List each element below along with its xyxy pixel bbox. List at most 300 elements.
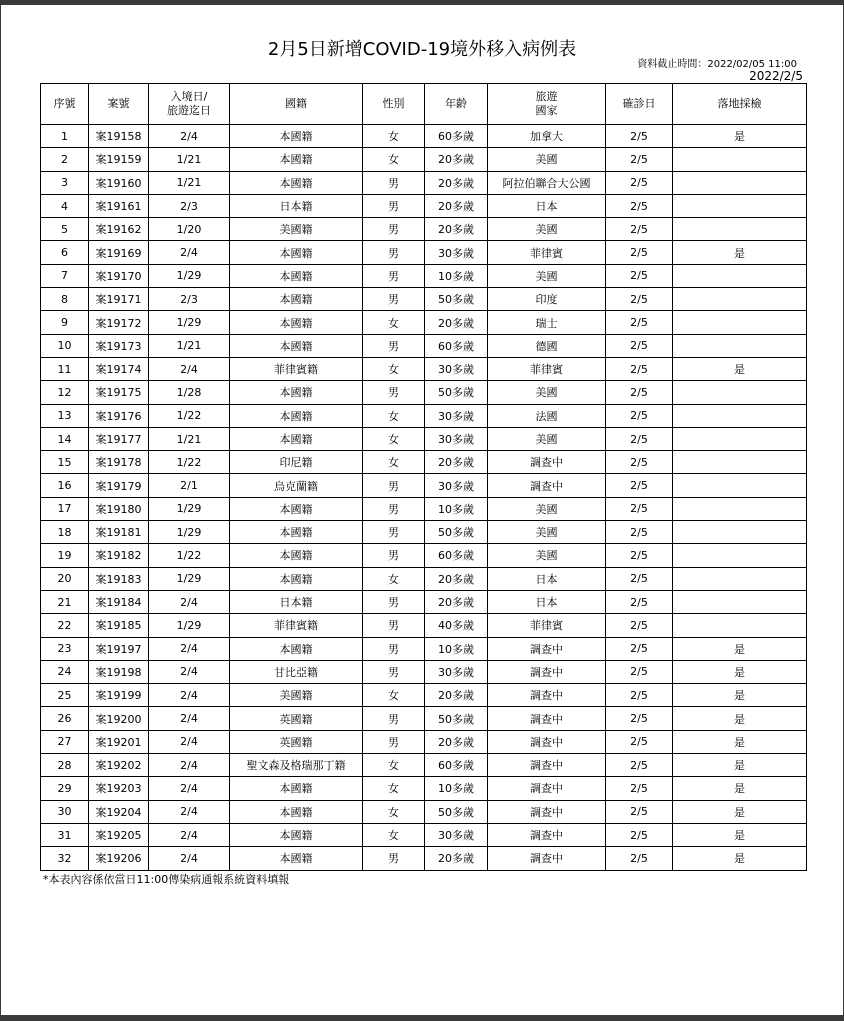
cell-seq: 19 — [41, 544, 89, 567]
cell-sex: 男 — [363, 218, 425, 241]
cell-case: 案19178 — [89, 451, 149, 474]
table-row — [41, 497, 807, 520]
table-row — [41, 567, 807, 590]
cell-test — [673, 427, 807, 450]
cell-nationality: 美國籍 — [230, 218, 363, 241]
cell-entry: 2/4 — [149, 730, 230, 753]
cell-nationality: 日本籍 — [230, 590, 363, 613]
cell-age: 20多歲 — [425, 171, 488, 194]
cell-test: 是 — [673, 847, 807, 870]
cell-nationality: 本國籍 — [230, 847, 363, 870]
cell-test: 是 — [673, 357, 807, 380]
cell-travel: 調查中 — [488, 474, 606, 497]
header-travel — [488, 84, 606, 125]
cell-sex: 女 — [363, 125, 425, 148]
cell-entry: 2/4 — [149, 707, 230, 730]
cell-age: 20多歲 — [425, 730, 488, 753]
cell-travel: 美國 — [488, 218, 606, 241]
table-row — [41, 707, 807, 730]
cell-travel: 美國 — [488, 381, 606, 404]
table-row — [41, 241, 807, 264]
cell-age: 20多歲 — [425, 847, 488, 870]
cell-seq: 31 — [41, 823, 89, 846]
cell-nationality: 英國籍 — [230, 707, 363, 730]
cell-seq: 7 — [41, 264, 89, 287]
cell-travel: 阿拉伯聯合大公國 — [488, 171, 606, 194]
cell-seq: 3 — [41, 171, 89, 194]
cell-nationality: 本國籍 — [230, 148, 363, 171]
cell-test: 是 — [673, 660, 807, 683]
cell-nationality: 本國籍 — [230, 381, 363, 404]
table-row — [41, 311, 807, 334]
cell-entry: 1/21 — [149, 427, 230, 450]
cell-sex: 男 — [363, 614, 425, 637]
cell-confirm: 2/5 — [606, 800, 673, 823]
cell-test — [673, 218, 807, 241]
cell-sex: 女 — [363, 800, 425, 823]
table-row — [41, 684, 807, 707]
cell-seq: 17 — [41, 497, 89, 520]
cell-test: 是 — [673, 777, 807, 800]
cell-nationality: 本國籍 — [230, 311, 363, 334]
cell-entry: 1/21 — [149, 334, 230, 357]
cell-seq: 5 — [41, 218, 89, 241]
report-date: 2022/2/5 — [749, 69, 803, 83]
cell-confirm: 2/5 — [606, 521, 673, 544]
table-row — [41, 754, 807, 777]
table-row — [41, 334, 807, 357]
cell-seq: 9 — [41, 311, 89, 334]
cell-entry: 1/29 — [149, 567, 230, 590]
cell-case: 案19172 — [89, 311, 149, 334]
cell-confirm: 2/5 — [606, 334, 673, 357]
cell-entry: 2/4 — [149, 241, 230, 264]
cell-confirm: 2/5 — [606, 754, 673, 777]
cell-travel: 加拿大 — [488, 125, 606, 148]
cell-travel: 美國 — [488, 264, 606, 287]
cell-test: 是 — [673, 684, 807, 707]
cell-sex: 女 — [363, 754, 425, 777]
cell-nationality: 本國籍 — [230, 823, 363, 846]
cell-test — [673, 264, 807, 287]
cell-entry: 1/29 — [149, 264, 230, 287]
cell-test: 是 — [673, 707, 807, 730]
cell-seq: 14 — [41, 427, 89, 450]
table-row — [41, 125, 807, 148]
cell-case: 案19202 — [89, 754, 149, 777]
cell-age: 60多歲 — [425, 125, 488, 148]
cell-test — [673, 544, 807, 567]
cell-case: 案19203 — [89, 777, 149, 800]
cell-entry: 2/4 — [149, 590, 230, 613]
cell-sex: 男 — [363, 544, 425, 567]
cell-seq: 12 — [41, 381, 89, 404]
cell-nationality: 本國籍 — [230, 241, 363, 264]
cell-seq: 25 — [41, 684, 89, 707]
table-row — [41, 823, 807, 846]
table-row — [41, 171, 807, 194]
cell-sex: 男 — [363, 637, 425, 660]
cell-entry: 2/4 — [149, 660, 230, 683]
cell-entry: 1/21 — [149, 171, 230, 194]
table-row — [41, 218, 807, 241]
cell-sex: 女 — [363, 777, 425, 800]
cell-confirm: 2/5 — [606, 684, 673, 707]
cell-confirm: 2/5 — [606, 567, 673, 590]
cell-travel: 美國 — [488, 521, 606, 544]
cell-confirm: 2/5 — [606, 218, 673, 241]
cell-seq: 20 — [41, 567, 89, 590]
cell-confirm: 2/5 — [606, 823, 673, 846]
table-row — [41, 614, 807, 637]
table-row — [41, 660, 807, 683]
cell-sex: 男 — [363, 590, 425, 613]
cell-test: 是 — [673, 125, 807, 148]
cell-seq: 27 — [41, 730, 89, 753]
cell-sex: 男 — [363, 264, 425, 287]
cell-travel: 德國 — [488, 334, 606, 357]
cell-sex: 男 — [363, 288, 425, 311]
cell-case: 案19185 — [89, 614, 149, 637]
cell-case: 案19180 — [89, 497, 149, 520]
cell-case: 案19175 — [89, 381, 149, 404]
cell-age: 30多歲 — [425, 660, 488, 683]
cell-age: 20多歲 — [425, 684, 488, 707]
cell-age: 60多歲 — [425, 754, 488, 777]
cell-sex: 男 — [363, 730, 425, 753]
cell-case: 案19160 — [89, 171, 149, 194]
cell-travel: 調查中 — [488, 637, 606, 660]
cell-nationality: 本國籍 — [230, 800, 363, 823]
cell-confirm: 2/5 — [606, 241, 673, 264]
header-age: 年齡 — [425, 84, 488, 125]
cell-entry: 2/4 — [149, 777, 230, 800]
cell-seq: 29 — [41, 777, 89, 800]
cell-travel: 菲律賓 — [488, 614, 606, 637]
data-cutoff-time: 資料截止時間：2022/02/05 11:00 — [637, 59, 797, 70]
cell-travel: 法國 — [488, 404, 606, 427]
cell-confirm: 2/5 — [606, 427, 673, 450]
cell-entry: 1/29 — [149, 497, 230, 520]
cell-travel: 瑞士 — [488, 311, 606, 334]
cell-nationality: 印尼籍 — [230, 451, 363, 474]
cell-case: 案19174 — [89, 357, 149, 380]
cell-test — [673, 474, 807, 497]
cell-entry: 2/4 — [149, 823, 230, 846]
cell-confirm: 2/5 — [606, 730, 673, 753]
cell-travel: 調查中 — [488, 800, 606, 823]
cell-age: 10多歲 — [425, 777, 488, 800]
cell-sex: 女 — [363, 357, 425, 380]
cell-sex: 男 — [363, 847, 425, 870]
viewer-bottom-bar — [0, 1015, 844, 1021]
cell-seq: 32 — [41, 847, 89, 870]
header-test: 落地採檢 — [673, 84, 807, 125]
cell-nationality: 烏克蘭籍 — [230, 474, 363, 497]
cell-case: 案19183 — [89, 567, 149, 590]
cell-case: 案19199 — [89, 684, 149, 707]
header-entry — [149, 84, 230, 125]
cell-age: 30多歲 — [425, 241, 488, 264]
header-travel-line2: 國家 — [535, 104, 558, 117]
cell-age: 30多歲 — [425, 823, 488, 846]
cell-seq: 10 — [41, 334, 89, 357]
cell-sex: 男 — [363, 521, 425, 544]
table-row — [41, 427, 807, 450]
header-seq: 序號 — [41, 84, 89, 125]
cell-case: 案19201 — [89, 730, 149, 753]
cell-travel: 美國 — [488, 544, 606, 567]
cell-confirm: 2/5 — [606, 777, 673, 800]
cell-seq: 6 — [41, 241, 89, 264]
cell-age: 20多歲 — [425, 451, 488, 474]
cell-entry: 1/29 — [149, 614, 230, 637]
table-row — [41, 777, 807, 800]
header-case: 案號 — [89, 84, 149, 125]
cell-sex: 女 — [363, 148, 425, 171]
cell-sex: 男 — [363, 660, 425, 683]
cell-travel: 調查中 — [488, 847, 606, 870]
cell-test — [673, 590, 807, 613]
cell-confirm: 2/5 — [606, 590, 673, 613]
cell-entry: 2/3 — [149, 194, 230, 217]
cell-entry: 2/3 — [149, 288, 230, 311]
cell-age: 10多歲 — [425, 637, 488, 660]
cell-travel: 調查中 — [488, 777, 606, 800]
cell-age: 20多歲 — [425, 590, 488, 613]
cell-age: 50多歲 — [425, 521, 488, 544]
cell-confirm: 2/5 — [606, 357, 673, 380]
cell-seq: 4 — [41, 194, 89, 217]
cell-seq: 22 — [41, 614, 89, 637]
page-title: 2月5日新增COVID-19境外移入病例表 — [267, 39, 577, 60]
cell-age: 50多歲 — [425, 707, 488, 730]
cell-travel: 美國 — [488, 427, 606, 450]
table-row — [41, 730, 807, 753]
cell-seq: 26 — [41, 707, 89, 730]
cell-confirm: 2/5 — [606, 451, 673, 474]
header-entry-line2: 旅遊迄日 — [167, 104, 211, 117]
cell-case: 案19177 — [89, 427, 149, 450]
cell-test — [673, 451, 807, 474]
cell-nationality: 菲律賓籍 — [230, 357, 363, 380]
cell-confirm: 2/5 — [606, 288, 673, 311]
cell-nationality: 菲律賓籍 — [230, 614, 363, 637]
table-row — [41, 264, 807, 287]
cell-nationality: 本國籍 — [230, 288, 363, 311]
cell-sex: 女 — [363, 451, 425, 474]
cell-travel: 調查中 — [488, 730, 606, 753]
cell-sex: 男 — [363, 194, 425, 217]
cell-test — [673, 148, 807, 171]
cell-test — [673, 381, 807, 404]
cell-seq: 16 — [41, 474, 89, 497]
cell-age: 30多歲 — [425, 357, 488, 380]
cell-test — [673, 334, 807, 357]
cell-seq: 2 — [41, 148, 89, 171]
cell-confirm: 2/5 — [606, 474, 673, 497]
cases-table — [40, 83, 807, 871]
cell-seq: 11 — [41, 357, 89, 380]
cell-case: 案19159 — [89, 148, 149, 171]
table-row — [41, 474, 807, 497]
table-row — [41, 451, 807, 474]
header-entry-line1: 入境日/ — [170, 90, 208, 103]
cell-seq: 21 — [41, 590, 89, 613]
cell-travel: 調查中 — [488, 660, 606, 683]
cell-nationality: 本國籍 — [230, 777, 363, 800]
cell-travel: 日本 — [488, 194, 606, 217]
cell-travel: 調查中 — [488, 823, 606, 846]
cell-travel: 調查中 — [488, 451, 606, 474]
cell-seq: 18 — [41, 521, 89, 544]
cell-travel: 菲律賓 — [488, 241, 606, 264]
cell-age: 50多歲 — [425, 381, 488, 404]
cell-test: 是 — [673, 800, 807, 823]
cell-case: 案19205 — [89, 823, 149, 846]
cell-entry: 2/4 — [149, 847, 230, 870]
cell-age: 10多歲 — [425, 497, 488, 520]
cell-age: 30多歲 — [425, 427, 488, 450]
cell-entry: 1/21 — [149, 148, 230, 171]
cell-entry: 1/29 — [149, 311, 230, 334]
cell-age: 30多歲 — [425, 404, 488, 427]
cell-confirm: 2/5 — [606, 404, 673, 427]
cell-age: 20多歲 — [425, 311, 488, 334]
table-row — [41, 404, 807, 427]
cell-confirm: 2/5 — [606, 544, 673, 567]
cell-age: 20多歲 — [425, 218, 488, 241]
cell-sex: 男 — [363, 241, 425, 264]
cell-confirm: 2/5 — [606, 125, 673, 148]
cell-test — [673, 567, 807, 590]
cell-travel: 調查中 — [488, 707, 606, 730]
cell-sex: 男 — [363, 707, 425, 730]
cell-confirm: 2/5 — [606, 660, 673, 683]
cell-nationality: 本國籍 — [230, 637, 363, 660]
cell-entry: 2/4 — [149, 800, 230, 823]
cell-nationality: 聖文森及格瑞那丁籍 — [230, 754, 363, 777]
cell-age: 50多歲 — [425, 800, 488, 823]
cell-travel: 菲律賓 — [488, 357, 606, 380]
cell-nationality: 美國籍 — [230, 684, 363, 707]
table-row — [41, 381, 807, 404]
cell-age: 40多歲 — [425, 614, 488, 637]
cell-nationality: 本國籍 — [230, 544, 363, 567]
cell-case: 案19169 — [89, 241, 149, 264]
table-row — [41, 637, 807, 660]
cell-nationality: 本國籍 — [230, 171, 363, 194]
cell-case: 案19200 — [89, 707, 149, 730]
cell-sex: 女 — [363, 404, 425, 427]
cell-case: 案19206 — [89, 847, 149, 870]
cell-entry: 2/4 — [149, 357, 230, 380]
cell-travel: 印度 — [488, 288, 606, 311]
cell-confirm: 2/5 — [606, 148, 673, 171]
cell-nationality: 本國籍 — [230, 427, 363, 450]
cell-test — [673, 404, 807, 427]
cell-age: 20多歲 — [425, 567, 488, 590]
cell-sex: 男 — [363, 171, 425, 194]
header-confirm: 確診日 — [606, 84, 673, 125]
cell-confirm: 2/5 — [606, 707, 673, 730]
cell-case: 案19161 — [89, 194, 149, 217]
cell-entry: 1/28 — [149, 381, 230, 404]
cell-entry: 2/4 — [149, 125, 230, 148]
cell-age: 50多歲 — [425, 288, 488, 311]
cell-seq: 15 — [41, 451, 89, 474]
cell-sex: 男 — [363, 474, 425, 497]
cell-seq: 24 — [41, 660, 89, 683]
cell-test — [673, 614, 807, 637]
cell-travel: 美國 — [488, 148, 606, 171]
cell-case: 案19181 — [89, 521, 149, 544]
cell-case: 案19198 — [89, 660, 149, 683]
cell-sex: 女 — [363, 684, 425, 707]
table-row — [41, 847, 807, 870]
cell-case: 案19197 — [89, 637, 149, 660]
cell-case: 案19162 — [89, 218, 149, 241]
cell-nationality: 甘比亞籍 — [230, 660, 363, 683]
cell-entry: 2/4 — [149, 754, 230, 777]
cell-age: 20多歲 — [425, 148, 488, 171]
cell-nationality: 本國籍 — [230, 521, 363, 544]
cell-test — [673, 288, 807, 311]
cell-nationality: 日本籍 — [230, 194, 363, 217]
cell-nationality: 本國籍 — [230, 404, 363, 427]
table-row — [41, 288, 807, 311]
cell-entry: 2/1 — [149, 474, 230, 497]
cell-nationality: 本國籍 — [230, 334, 363, 357]
cell-entry: 2/4 — [149, 684, 230, 707]
table-row — [41, 357, 807, 380]
cell-age: 60多歲 — [425, 544, 488, 567]
cell-sex: 男 — [363, 381, 425, 404]
header-nationality: 國籍 — [230, 84, 363, 125]
cell-nationality: 本國籍 — [230, 264, 363, 287]
cell-case: 案19179 — [89, 474, 149, 497]
cell-case: 案19182 — [89, 544, 149, 567]
cell-travel: 日本 — [488, 567, 606, 590]
header-travel-line1: 旅遊 — [535, 90, 558, 103]
cell-confirm: 2/5 — [606, 194, 673, 217]
cell-test — [673, 171, 807, 194]
cell-seq: 1 — [41, 125, 89, 148]
cell-case: 案19176 — [89, 404, 149, 427]
table-row — [41, 590, 807, 613]
cell-confirm: 2/5 — [606, 311, 673, 334]
cell-case: 案19204 — [89, 800, 149, 823]
table-row — [41, 544, 807, 567]
cell-age: 20多歲 — [425, 194, 488, 217]
cell-test — [673, 497, 807, 520]
cell-sex: 男 — [363, 497, 425, 520]
cell-confirm: 2/5 — [606, 171, 673, 194]
cell-entry: 1/29 — [149, 521, 230, 544]
cell-travel: 調查中 — [488, 754, 606, 777]
footnote: *本表內容係依當日11:00傳染病通報系統資料填報 — [43, 873, 290, 886]
cell-case: 案19158 — [89, 125, 149, 148]
table-row — [41, 521, 807, 544]
cell-case: 案19184 — [89, 590, 149, 613]
cell-confirm: 2/5 — [606, 264, 673, 287]
cell-nationality: 本國籍 — [230, 125, 363, 148]
cell-age: 10多歲 — [425, 264, 488, 287]
table-row — [41, 800, 807, 823]
cell-entry: 1/22 — [149, 544, 230, 567]
table-row — [41, 148, 807, 171]
cell-test: 是 — [673, 637, 807, 660]
